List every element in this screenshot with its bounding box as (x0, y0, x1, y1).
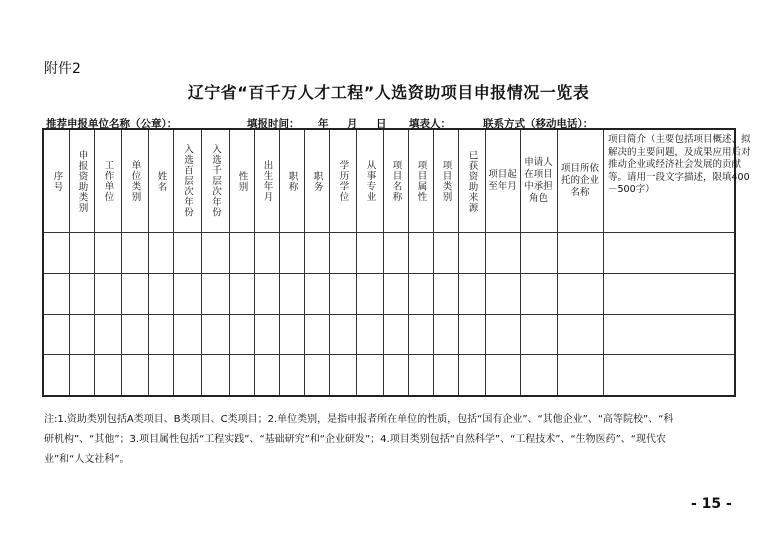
column-header-label: 已获资助来源 (466, 149, 478, 213)
column-header (304, 130, 329, 232)
note-line-2: 研机构”、“其他”；3.项目属性包括“工程实践”、“基础研究”和“企业研发”；4.项目类别包括“自然科学”、“工程技术”、“生物医药”、“现代农 (44, 434, 666, 445)
column-header-label: 从事专业 (364, 160, 376, 202)
column-header-label: 申报资助类别 (76, 149, 88, 213)
column-header (557, 130, 603, 232)
column-header-label: 入选百层次年份 (182, 144, 193, 218)
column-header (148, 130, 173, 232)
column-header (458, 130, 485, 232)
column-header (44, 130, 69, 232)
column-header (254, 130, 279, 232)
column-header-label: 项目简介（主要包括项目概述、拟解决的主要问题，及成果应用后对推动企业或经济社会发展的贡献等。请用一段文字描述，限填400－500字） (608, 134, 751, 195)
note-line-1: 注:1.资助类别包括A类项目、B类项目、C类项目；2.单位类别，是指申报者所在单位的性质，包括“国有企业”、“其他企业”、“高等院校”、“科 (44, 414, 674, 425)
day-label: 日 (376, 118, 387, 130)
column-header-label: 职务 (311, 170, 323, 192)
column-header (485, 130, 520, 232)
column-header (356, 130, 383, 232)
contact-label: 联系方式（移动电话）： (483, 118, 594, 130)
column-header (69, 130, 94, 232)
column-header (603, 130, 758, 232)
column-header (94, 130, 121, 232)
column-header-label: 项目起至年月 (488, 169, 517, 192)
column-header-label: 性别 (236, 170, 248, 192)
table-row-divider (44, 273, 734, 274)
table-row-divider (44, 354, 734, 355)
column-header-label: 序号 (51, 170, 63, 192)
fill-time-label: 填报时间： (247, 118, 300, 130)
note-line-3: 业”和“人文社科”。 (44, 454, 130, 465)
page-number: - 15 - (691, 496, 732, 512)
year-label: 年 (318, 118, 329, 130)
column-header-label: 入选千层次年份 (210, 144, 221, 218)
column-header-label: 项目属性 (415, 160, 427, 202)
column-header-label: 项目类别 (440, 160, 452, 202)
column-header (173, 130, 201, 232)
column-header-label: 工作单位 (102, 160, 114, 202)
column-header-label: 申请人在项目中承担角色 (524, 157, 553, 204)
column-header (229, 130, 254, 232)
attachment-label: 附件2 (44, 61, 81, 77)
unit-name-label: 推荐申报单位名称（公章）： (46, 118, 178, 130)
column-header (329, 130, 356, 232)
column-header-label: 项目所依托的企业名称 (560, 163, 599, 198)
month-label: 月 (347, 118, 358, 130)
column-header-label: 学历学位 (337, 160, 349, 202)
column-header-label: 姓名 (155, 170, 167, 192)
filler-label: 填表人： (409, 118, 451, 130)
table-row-divider (44, 314, 734, 315)
column-header-label: 单位类别 (129, 160, 141, 202)
column-header (279, 130, 304, 232)
column-header (408, 130, 433, 232)
column-header (433, 130, 458, 232)
application-table (42, 128, 751, 397)
column-header-label: 职称 (286, 170, 298, 192)
column-header-label: 项目名称 (390, 160, 402, 202)
column-header (201, 130, 229, 232)
table-row-divider (44, 232, 734, 233)
column-header-label: 出生年月 (261, 160, 273, 202)
column-header (383, 130, 408, 232)
column-header (121, 130, 148, 232)
page-title: 辽宁省“百千万人才工程”人选资助项目申报情况一览表 (187, 83, 590, 102)
column-header (520, 130, 557, 232)
